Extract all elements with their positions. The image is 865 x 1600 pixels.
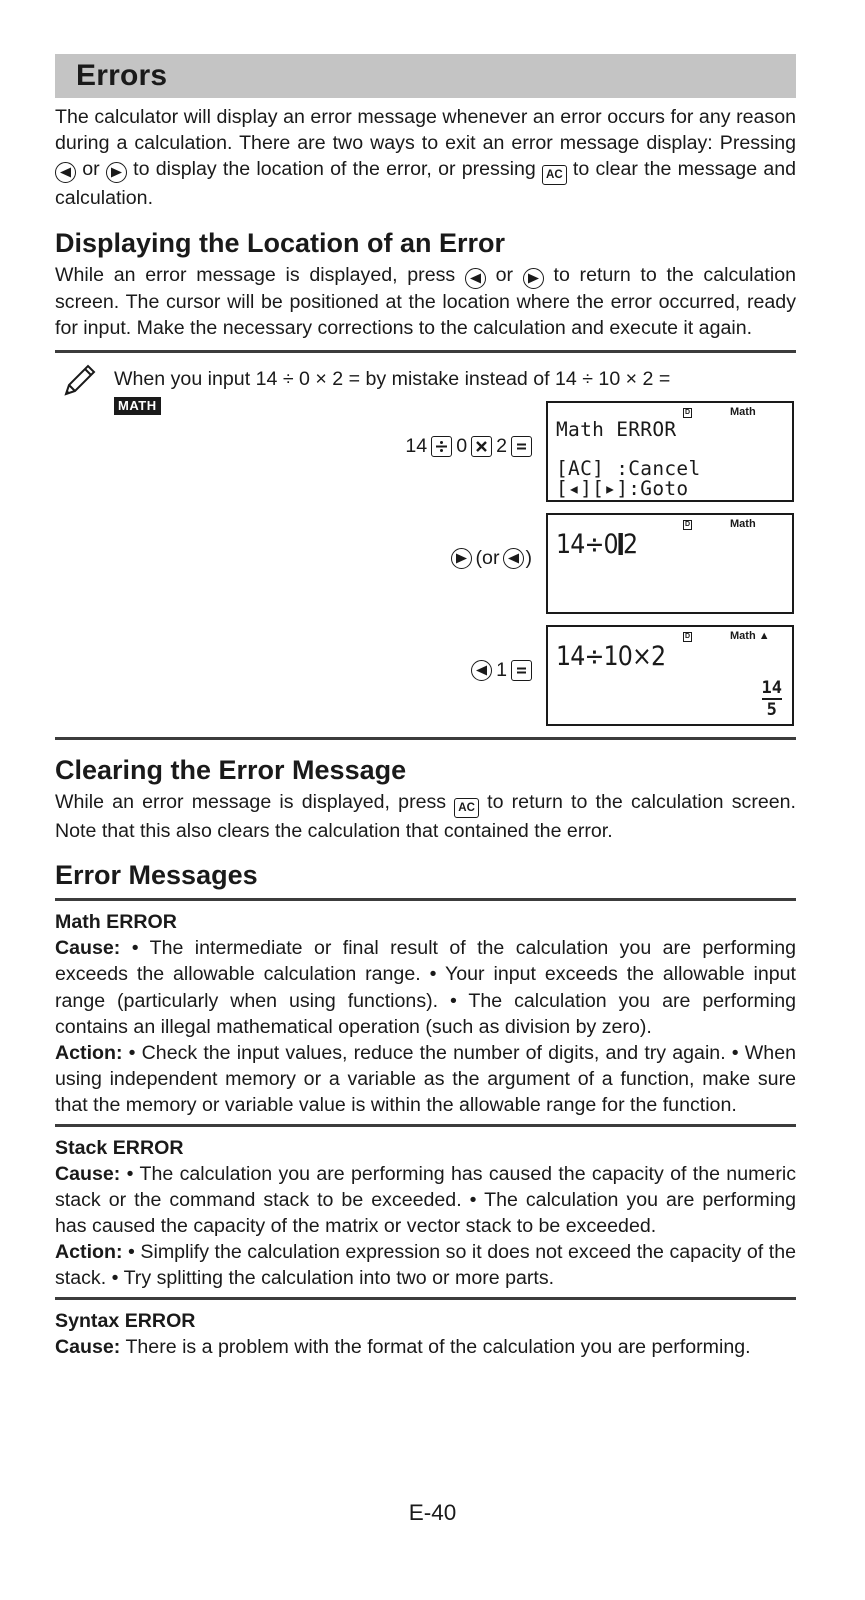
ac-key-icon: AC: [454, 798, 479, 818]
screen-math-error: [546, 401, 794, 502]
fraction-numerator: 14: [761, 678, 782, 699]
heading-error-messages: Error Messages: [55, 860, 258, 891]
left-arrow-key-icon: [55, 162, 76, 183]
example-intro: When you input 14 ÷ 0 × 2 = by mistake instead of 14 ÷ 10 × 2 =: [114, 368, 671, 391]
error-cause: Cause: • The calculation you are performing has caused the capacity of the numeric stack or the command stack to be exceeded. • The calculation you are performing has caused the capacity of the matrix or vector stack to be exceeded.: [55, 1162, 796, 1238]
section-banner: [55, 54, 796, 98]
error-action: Action: • Simplify the calculation expression so it does not exceed the capacity of the stack. • Try splitting the calculation into two or more parts.: [55, 1241, 796, 1290]
step-3-keys: 1: [471, 659, 532, 682]
clearing-paragraph: While an error message is displayed, press AC to return to the calculation screen. Note that this also clears the calculation that contained the error.: [55, 791, 797, 843]
ac-key-icon: AC: [542, 165, 567, 185]
example-bottom-rule: [55, 737, 796, 740]
right-arrow-key-icon: [523, 268, 544, 289]
error-name: Stack ERROR: [55, 1136, 184, 1159]
manual-page: [55, 54, 796, 1360]
math-indicator: Math: [730, 406, 756, 419]
screen-line-2: [AC] :Cancel: [556, 457, 701, 481]
error-name: Syntax ERROR: [55, 1309, 196, 1332]
screen-expression: 14÷0 2: [556, 529, 638, 561]
equals-key-icon: [511, 660, 532, 681]
heading-clearing: Clearing the Error Message: [55, 755, 407, 786]
right-arrow-key-icon: [106, 162, 127, 183]
error-divider: [55, 1124, 796, 1127]
error-action: Action: • Check the input values, reduce the number of digits, and try again. • When using independent memory or a variable as the argument of a function, make sure that the memory or variable value is within the allowable range for the function.: [55, 1042, 796, 1117]
error-divider: [55, 1297, 796, 1300]
fraction-denominator: 5: [766, 700, 777, 721]
example-box: [55, 353, 796, 737]
heading-displaying-location: Displaying the Location of an Error: [55, 227, 506, 258]
section-title: Errors: [76, 59, 168, 92]
left-arrow-key-icon: [503, 548, 524, 569]
divide-key-icon: [431, 436, 452, 457]
screen-line-3: [◂][▸]:Goto: [556, 477, 689, 501]
left-arrow-key-icon: [471, 660, 492, 681]
equals-key-icon: [511, 436, 532, 457]
error-cause: Cause: • The intermediate or final result of the calculation you are performing exceeds the allowable calculation range. • Your input exceeds the allowable input range (particularly when using functions). • The calculation you are performing contains an illegal mathematical operation (such as division by zero).: [55, 937, 796, 1038]
left-arrow-key-icon: [465, 268, 486, 289]
error-stack: [55, 1135, 796, 1292]
error-name: Math ERROR: [55, 911, 177, 934]
math-indicator: Math: [730, 518, 756, 531]
screen-line-1: Math ERROR: [556, 418, 677, 442]
screen-cursor: [546, 513, 794, 614]
screen-result: [546, 625, 794, 726]
right-arrow-key-icon: [451, 548, 472, 569]
degree-indicator: D: [684, 521, 691, 529]
error-math: [55, 909, 796, 1118]
multiply-key-icon: [471, 436, 492, 457]
degree-indicator: D: [684, 409, 691, 417]
error-cause: Cause: There is a problem with the format of the calculation you are performing.: [55, 1335, 751, 1358]
displaying-location-paragraph: While an error message is displayed, press or to return to the calculation screen. The cursor will be positioned at the location where the error occurred, ready for input. Make the necessary corrections to the calculation and execute it again.: [55, 263, 797, 339]
screen-expression: 14÷10×2: [556, 641, 666, 673]
result-fraction: [762, 679, 782, 719]
math-mode-badge: MATH: [114, 397, 161, 415]
math-indicator: Math ▲: [730, 630, 770, 643]
page-number: E-40: [408, 1500, 457, 1525]
pencil-icon: [61, 363, 97, 399]
step-1-keys: 14 0 2: [405, 435, 532, 458]
degree-indicator: D: [684, 633, 691, 641]
step-2-keys: (or ): [451, 547, 532, 570]
intro-paragraph: The calculator will display an error message whenever an error occurs for any reason during a calculation. There are two ways to exit an error message display: Pressing or to display the location of the error, or pressing AC to clear the message and calculation.: [55, 106, 797, 210]
error-messages-rule: [55, 898, 796, 901]
error-syntax: [55, 1308, 796, 1360]
